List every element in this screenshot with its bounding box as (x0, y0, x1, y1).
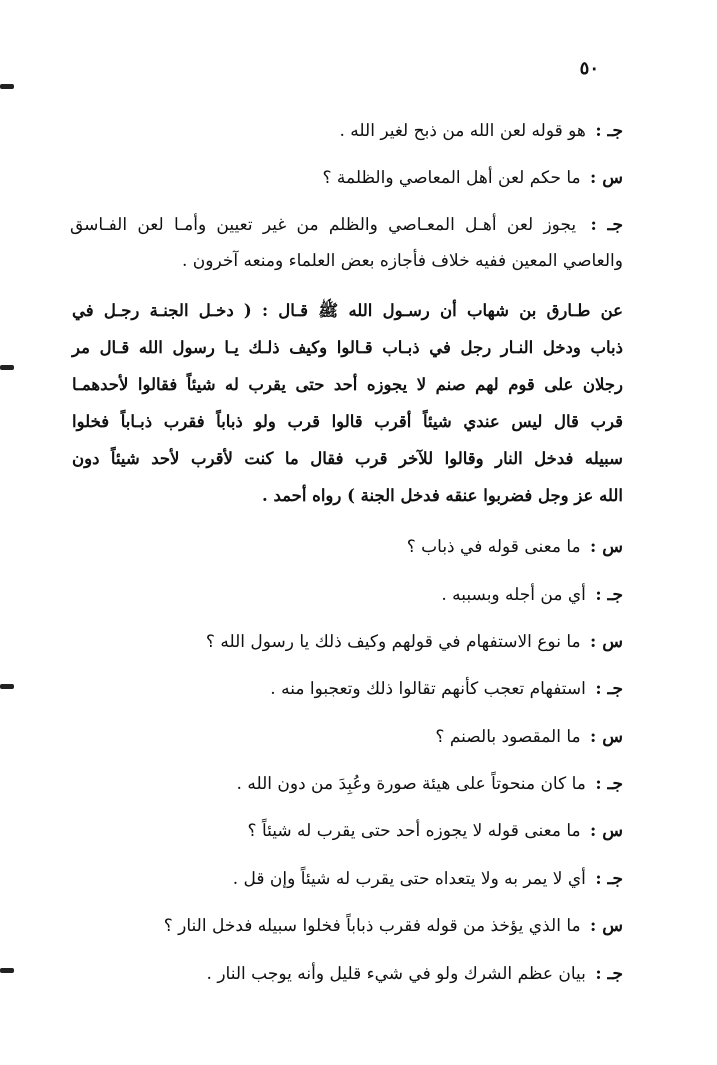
question-label: س : (590, 916, 623, 936)
question-label: س : (590, 632, 623, 652)
question-label: س : (590, 168, 623, 188)
answer-label: جـ : (595, 774, 623, 794)
answer-line (70, 210, 623, 240)
answer-line (72, 674, 623, 704)
question-label: س : (590, 821, 623, 841)
answer-line (72, 116, 623, 146)
hadith-line: رجلان على قوم لهم صنم لا يجوزه أحد حتى يقرب له شيئاً فقالوا لأحدهمـا (72, 375, 623, 394)
answer-label: جـ : (595, 964, 623, 984)
question-line (72, 627, 623, 657)
answer-label: جـ : (590, 215, 624, 235)
answer-line (72, 769, 623, 799)
question-text: ما المقصود بالصنم ؟ (435, 727, 581, 747)
scan-margin-mark (0, 968, 14, 973)
hadith-line: عن طـارق بن شهاب أن رسـول الله ﷺ قـال : ( دخـل الجنـة رجـل في (72, 301, 623, 320)
question-line (72, 722, 623, 752)
answer-text: ما كان منحوتاً على هيئة صورة وعُبِدَ من دون الله . (236, 774, 586, 794)
hadith-line: الله عز وجل فضربوا عنقه فدخل الجنة ) رواه أحمد . (261, 486, 623, 505)
answer-text: بيان عظم الشرك ولو في شيء قليل وأنه يوجب النار . (206, 964, 586, 984)
question-text: ما معنى قوله في ذباب ؟ (406, 537, 581, 557)
answer-line (72, 580, 623, 610)
question-line (72, 163, 623, 193)
hadith-line: سبيله فدخل النار وقالوا للآخر قرب فقال ما كنت لأقرب لأحد شيئاً دون (72, 449, 623, 468)
page-number: ٥٠ (579, 58, 599, 79)
answer-label: جـ : (595, 679, 623, 699)
hadith-line: قرب قال ليس عندي شيئاً أقرب قالوا قرب ولو ذباباً فقرب ذبـاباً فخلوا (72, 412, 623, 431)
question-line (72, 532, 623, 562)
answer-text: يجوز لعن أهـل المعـاصي والظلم من غير تعيين وأمـا لعن الفـاسق (70, 215, 577, 235)
scan-margin-mark (0, 365, 14, 370)
answer-text: استفهام تعجب كأنهم تقالوا ذلك وتعجبوا منه . (270, 679, 586, 699)
answer-text: أي من أجله وبسببه . (441, 585, 586, 605)
answer-text: أي لا يمر به ولا يتعداه حتى يقرب له شيئاً وإن قل . (232, 869, 586, 889)
answer-label: جـ : (595, 121, 623, 141)
question-text: ما الذي يؤخذ من قوله فقرب ذباباً فخلوا سبيله فدخل النار ؟ (163, 916, 581, 936)
question-line (72, 911, 623, 941)
answer-continuation: والعاصي المعين ففيه خلاف فأجازه بعض العلماء ومنعه آخرون . (181, 251, 623, 271)
answer-line (72, 959, 623, 989)
question-label: س : (590, 727, 623, 747)
question-text: ما حكم لعن أهل المعاصي والظلمة ؟ (322, 168, 581, 188)
answer-text: هو قوله لعن الله من ذبح لغير الله . (339, 121, 586, 141)
scan-margin-mark (0, 684, 14, 689)
question-text: ما نوع الاستفهام في قولهم وكيف ذلك يا رسول الله ؟ (205, 632, 581, 652)
answer-line (72, 864, 623, 894)
scan-margin-mark (0, 84, 14, 89)
question-text: ما معنى قوله لا يجوزه أحد حتى يقرب له شيئاً ؟ (247, 821, 581, 841)
answer-label: جـ : (595, 585, 623, 605)
hadith-line: ذباب ودخل النـار رجل في ذبـاب قـالوا وكيف ذلـك يـا رسول الله قـال مر (72, 338, 623, 357)
question-label: س : (590, 537, 623, 557)
question-line (72, 816, 623, 846)
answer-label: جـ : (595, 869, 623, 889)
